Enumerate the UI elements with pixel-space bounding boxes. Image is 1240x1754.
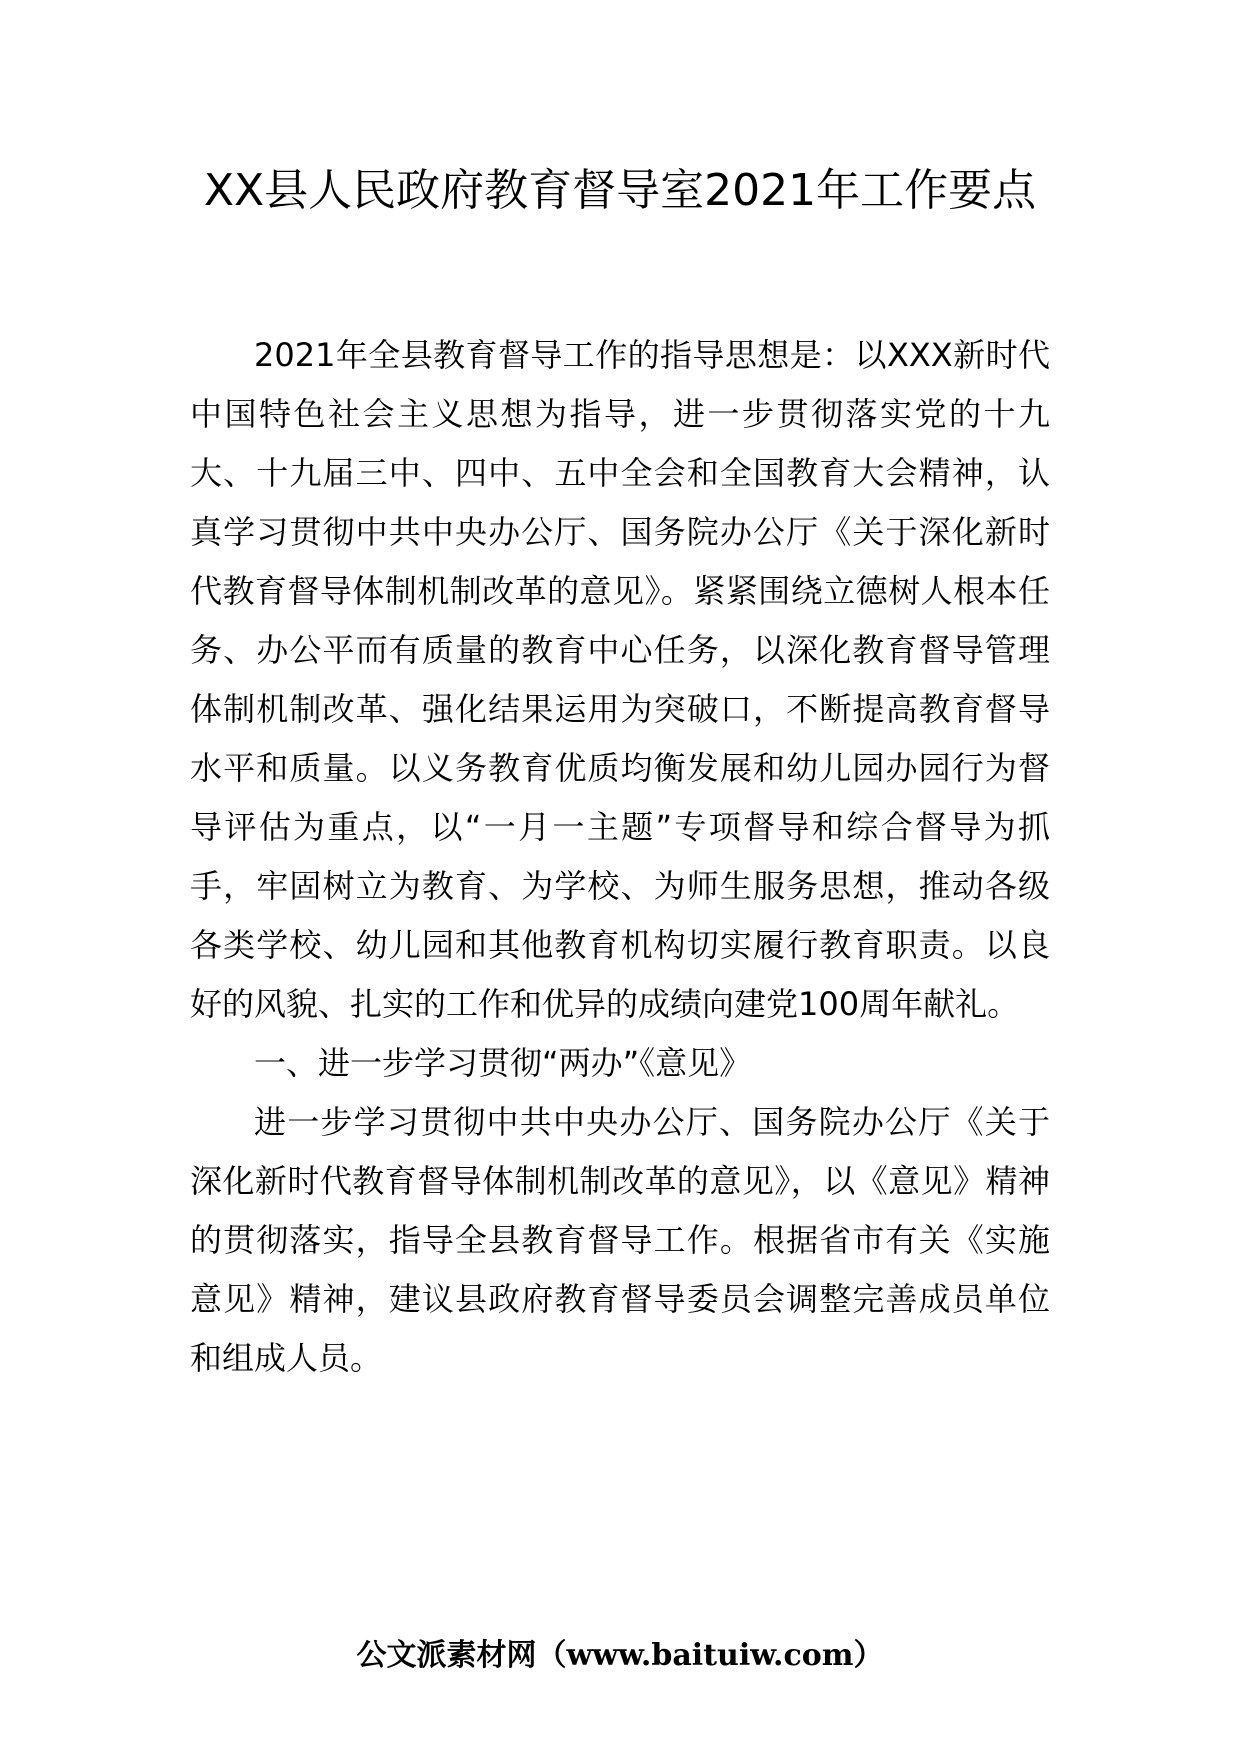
document-body xyxy=(190,326,1050,1388)
section-paragraph: 进一步学习贯彻中共中央办公厅、国务院办公厅《关于深化新时代教育督导体制机制改革的意见》，以《意见》精神的贯彻落实，指导全县教育督导工作。根据省市有关《实施意见》精神，建议县政府教育督导委员会调整完善成员单位和组成人员。 xyxy=(190,1103,1050,1377)
document-title: XX县人民政府教育督导室2021年工作要点 xyxy=(203,165,1037,216)
footer-watermark: 公文派素材网（www.baituiw.com） xyxy=(356,1638,884,1673)
section-heading: 一、进一步学习贯彻“两办”《意见》 xyxy=(254,1044,752,1082)
intro-paragraph: 2021年全县教育督导工作的指导思想是：以XXX新时代中国特色社会主义思想为指导，进一步贯彻落实党的十九大、十九届三中、四中、五中全会和全国教育大会精神，认真学习贯彻中共中央办公厅、国务院办公厅《关于深化新时代教育督导体制机制改革的意见》。紧紧围绕立德树人根本任务、办公平而有质量的教育中心任务，以深化教育督导管理体制机制改革、强化结果运用为突破口，不断提高教育督导水平和质量。以义务教育优质均衡发展和幼儿园办园行为督导评估为重点，以“一月一主题”专项督导和综合督导为抓手，牢固树立为教育、为学校、为师生服务思想，推动各级各类学校、幼儿园和其他教育机构切实履行教育职责。以良好的风貌、扎实的工作和优异的成绩向建党100周年献礼。 xyxy=(190,336,1050,1023)
